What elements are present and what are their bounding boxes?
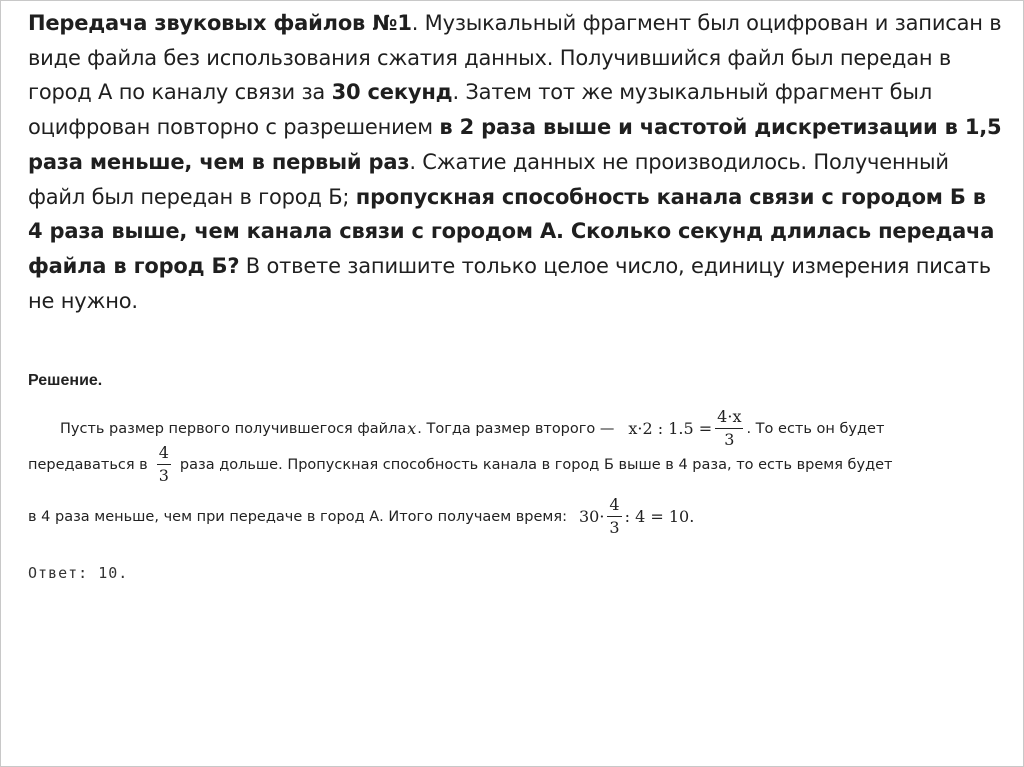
fraction-4-over-3 (157, 444, 171, 485)
problem-bold-text: в 2 раза выше и частотой дискретизации в 1,5 раза меньше, чем в первый раз (28, 115, 1002, 174)
problem-text: . Сжатие данных не производилось. Полученный файл был передан в город Б; (28, 149, 949, 209)
formula-time-pre: 30· (578, 507, 605, 526)
solution-line-2-text2: раза дольше. Пропускная способность канала в город Б выше в 4 раза, то есть время будет (179, 456, 893, 473)
solution-line-1-text3: . То есть он будет (746, 420, 885, 437)
fraction-numerator: 4·x (715, 408, 743, 429)
fraction-4x-over-3 (715, 408, 743, 449)
answer-text: Ответ: 10. (28, 564, 129, 582)
solution-line-1-text: Пусть размер первого получившегося файла (60, 420, 407, 437)
problem-text: . Музыкальный фрагмент был оцифрован и записан в виде файла без использования сжатия данных. Получившийся файл был передан в город А по каналу связи за (28, 11, 1002, 105)
problem-text: В ответе запишите только целое число, единицу измерения писать не нужно. (28, 253, 991, 313)
problem-bold-text: 30 секунд (331, 80, 453, 105)
problem-bold-text: Передача звуковых файлов №1 (28, 11, 412, 35)
problem-text: . Затем тот же музыкальный фрагмент был оцифрован повторно с разрешением (28, 80, 933, 140)
fraction-numerator: 4 (607, 496, 621, 517)
solution-line-3-text: в 4 раза меньше, чем при передаче в город А. Итого получаем время: (28, 508, 567, 525)
solution-line-1 (60, 408, 884, 449)
solution-line-1-text2: . Тогда размер второго — (417, 420, 615, 437)
formula-time-post: : 4 = 10. (624, 507, 695, 526)
solution-title: Решение. (28, 372, 103, 389)
solution-line-2 (28, 444, 892, 485)
formula-time (579, 496, 694, 537)
fraction-4-over-3 (607, 496, 621, 537)
fraction-denominator: 3 (609, 518, 620, 537)
formula-file-size-expr: x·2 : 1.5 = (628, 419, 713, 438)
fraction-denominator: 3 (158, 466, 169, 485)
formula-file-size (628, 408, 746, 449)
solution-line-2-text: передаваться в (28, 456, 148, 473)
fraction-numerator: 4 (157, 444, 171, 465)
fraction-denominator: 3 (724, 430, 735, 449)
solution-line-3 (28, 496, 694, 537)
variable-x: x (407, 419, 417, 438)
problem-bold-text: пропускная способность канала связи с городом Б в 4 раза выше, чем канала связи с городом А. Сколько секунд длилась передача файла в город Б? (28, 184, 995, 278)
